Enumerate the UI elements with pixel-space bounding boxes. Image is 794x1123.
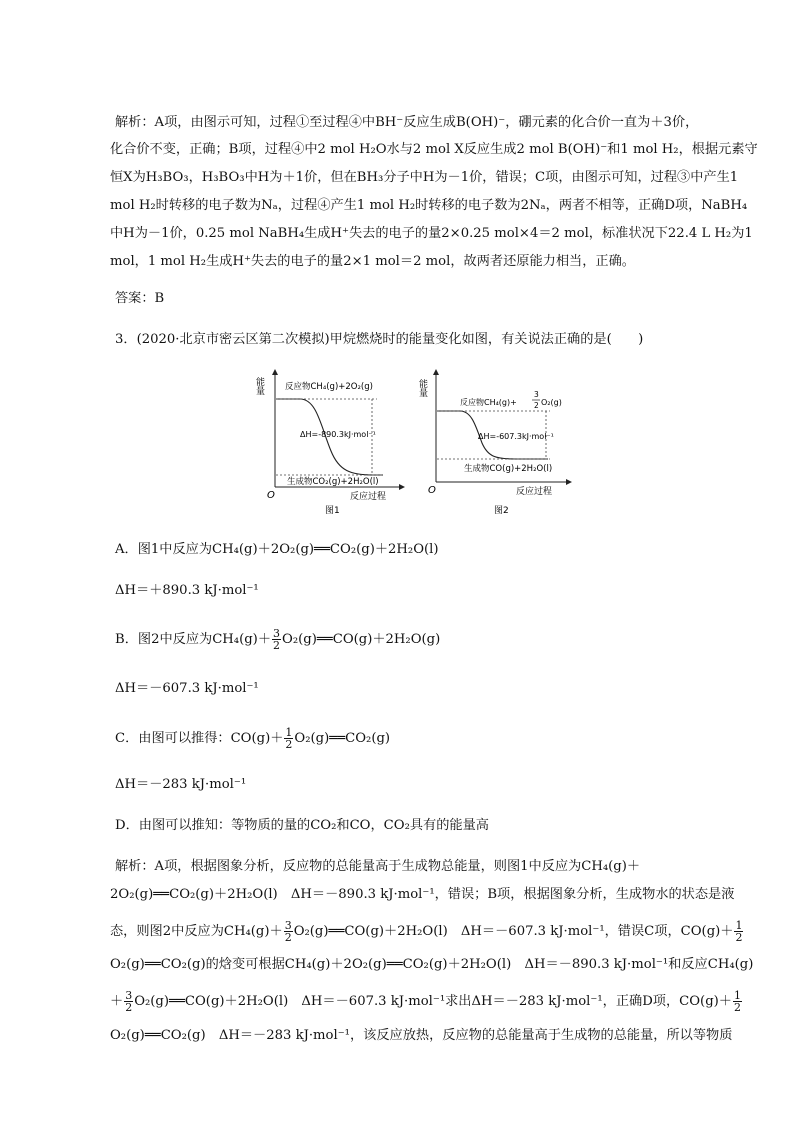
fig2-origin: O bbox=[428, 485, 436, 496]
analysis-line-3: 恒X为H₃BO₃，H₃BO₃中H为＋1价，但在BH₃分子中H为－1价，错误；C项，由图示可知，过程③中产生1 bbox=[110, 170, 739, 185]
solution-fraction-3-2 bbox=[284, 920, 293, 943]
fig2-reactant-label: 反应物CH₄(g)+ bbox=[460, 398, 517, 407]
option-c-pre: C．由图可以推得：CO(g)＋ bbox=[115, 731, 284, 746]
fraction-denominator: 2 bbox=[273, 639, 281, 652]
fig1-y-arrow bbox=[272, 369, 278, 375]
analysis-line-1: 解析：A项，由图示可知，过程①至过程④中BH⁻反应生成B(OH)⁻，硼元素的化合价一直为＋3价， bbox=[115, 115, 699, 130]
solution-line-3-pre: 态，则图2中反应为CH₄(g)＋ bbox=[110, 924, 283, 939]
option-b-post: O₂(g)══CO(g)＋2H₂O(g) bbox=[282, 632, 441, 647]
fraction-denominator: 2 bbox=[125, 1001, 133, 1014]
option-c-enthalpy: ΔH＝－283 kJ·mol⁻¹ bbox=[115, 777, 247, 792]
fig1-dh-label: ΔH=-890.3kJ·mol⁻¹ bbox=[300, 430, 376, 439]
solution-fraction-3-2b bbox=[124, 990, 133, 1013]
solution-line-5 bbox=[110, 990, 743, 1013]
fig2-dh-label: ΔH=-607.3kJ·mol⁻¹ bbox=[478, 432, 554, 441]
energy-diagram-figure-2 bbox=[417, 367, 575, 516]
option-c-post: O₂(g)══CO₂(g) bbox=[294, 731, 391, 746]
fraction-denominator: 2 bbox=[735, 931, 743, 944]
analysis-line-2: 化合价不变，正确；B项，过程④中2 mol H₂O水与2 mol X反应生成2 mol B(OH)⁻和1 mol H₂，根据元素守 bbox=[110, 142, 758, 157]
analysis-line-5: 中H为－1价，0.25 mol NaBH₄生成H⁺失去的电子的量2×0.25 mol×4＝2 mol，标准状况下22.4 L H₂为1 bbox=[110, 226, 753, 241]
fraction-numerator: 3 bbox=[273, 627, 281, 640]
fraction-denominator: 2 bbox=[733, 1001, 741, 1014]
analysis-line-6: mol，1 mol H₂生成H⁺失去的电子的量2×1 mol＝2 mol，故两者还原能力相当，正确。 bbox=[110, 254, 635, 269]
fig1-reactant-label: 反应物CH₄(g)+2O₂(g) bbox=[285, 382, 373, 392]
fig2-reactant-frac-num: 3 bbox=[534, 390, 539, 399]
fig2-ylabel: 能量 bbox=[417, 379, 427, 397]
fraction-numerator: 1 bbox=[285, 726, 293, 739]
solution-line-4: O₂(g)══CO₂(g)的焓变可根据CH₄(g)＋2O₂(g)══CO₂(g)＋2H₂O(l) ΔH＝－890.3 kJ·mol⁻¹和反应CH₄(g) bbox=[110, 957, 754, 972]
option-c bbox=[115, 727, 390, 750]
option-c-fraction bbox=[284, 727, 293, 750]
solution-fraction-1-2b bbox=[733, 990, 742, 1013]
question-stem: 3．(2020·北京市密云区第二次模拟)甲烷燃烧时的能量变化如图，有关说法正确的是( ) bbox=[115, 332, 644, 347]
fig1-ylabel: 能量 bbox=[254, 377, 264, 395]
solution-line-5-pre: ＋ bbox=[110, 994, 124, 1009]
solution-line-6: O₂(g)══CO₂(g) ΔH＝－283 kJ·mol⁻¹，该反应放热，反应物的总能量高于生成物的总能量，所以等物质 bbox=[110, 1028, 733, 1043]
fig2-xlabel: 反应过程 bbox=[516, 487, 553, 497]
fig2-y-arrow bbox=[433, 369, 439, 375]
fig1-product-label: 生成物CO₂(g)+2H₂O(l) bbox=[287, 477, 379, 487]
option-b-enthalpy: ΔH＝－607.3 kJ·mol⁻¹ bbox=[115, 681, 259, 696]
fraction-denominator: 2 bbox=[284, 931, 292, 944]
analysis-line-4: mol H₂时转移的电子数为Nₐ，过程④产生1 mol H₂时转移的电子数为2Nₐ，两者不相等，正确D项，NaBH₄ bbox=[110, 198, 748, 213]
energy-diagram-figure-1 bbox=[255, 367, 407, 515]
fig2-product-label: 生成物CO(g)+2H₂O(l) bbox=[464, 464, 553, 474]
fig1-caption: 图1 bbox=[325, 506, 340, 516]
solution-line-5-post: O₂(g)══CO(g)＋2H₂O(l) ΔH＝－607.3 kJ·mol⁻¹求出ΔH＝－283 kJ·mol⁻¹，正确D项，CO(g)＋ bbox=[134, 994, 732, 1009]
solution-fraction-1-2 bbox=[734, 920, 743, 943]
option-d: D．由图可以推知：等物质的量的CO₂和CO，CO₂具有的能量高 bbox=[115, 818, 489, 833]
fig1-origin: O bbox=[267, 490, 275, 501]
option-b-fraction bbox=[272, 628, 281, 651]
fig1-x-arrow bbox=[399, 484, 405, 490]
solution-line-3-post: O₂(g)══CO(g)＋2H₂O(l) ΔH＝－607.3 kJ·mol⁻¹，错误C项，CO(g)＋ bbox=[293, 924, 734, 939]
fraction-numerator: 3 bbox=[125, 989, 133, 1002]
fraction-denominator: 2 bbox=[285, 738, 293, 751]
option-a: A．图1中反应为CH₄(g)＋2O₂(g)══CO₂(g)＋2H₂O(l) bbox=[115, 542, 439, 557]
fig2-x-arrow bbox=[566, 479, 572, 485]
solution-line-1: 解析：A项，根据图象分析，反应物的总能量高于生成物总能量，则图1中反应为CH₄(g)＋ bbox=[115, 859, 641, 874]
fig2-reactant-frac-den: 2 bbox=[534, 401, 539, 410]
fraction-numerator: 1 bbox=[735, 919, 743, 932]
fraction-numerator: 3 bbox=[284, 919, 292, 932]
previous-answer: 答案：B bbox=[115, 291, 165, 306]
option-a-enthalpy: ΔH＝＋890.3 kJ·mol⁻¹ bbox=[115, 583, 259, 598]
fig2-reactant-label-post: O₂(g) bbox=[541, 398, 562, 407]
fig1-xlabel: 反应过程 bbox=[350, 492, 387, 502]
option-b bbox=[115, 628, 440, 651]
solution-line-2: 2O₂(g)══CO₂(g)＋2H₂O(l) ΔH＝－890.3 kJ·mol⁻¹，错误；B项，根据图象分析，生成物水的状态是液 bbox=[110, 887, 735, 902]
fig2-caption: 图2 bbox=[494, 506, 509, 516]
solution-line-3 bbox=[110, 920, 744, 943]
option-b-pre: B．图2中反应为CH₄(g)＋ bbox=[115, 632, 272, 647]
fraction-numerator: 1 bbox=[733, 989, 741, 1002]
